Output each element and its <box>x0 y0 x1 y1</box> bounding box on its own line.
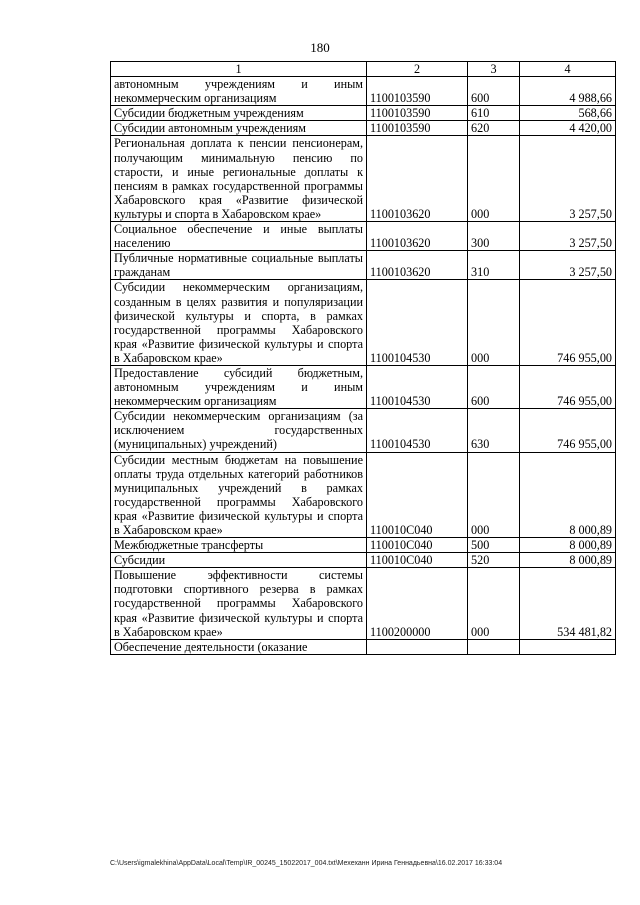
table-row <box>111 365 616 408</box>
row-name: Субсидии автономным учреждениям <box>111 121 367 136</box>
row-code: 1100103590 <box>367 77 468 106</box>
row-vr: 610 <box>468 106 520 121</box>
table-row <box>111 538 616 553</box>
table-row <box>111 77 616 106</box>
page-number: 180 <box>310 40 330 55</box>
row-amount: 8 000,89 <box>520 538 616 553</box>
column-header: 2 <box>367 62 468 77</box>
row-name: Предоставление субсидий бюджетным, автономным учреждениям и иным некоммерческим организациям <box>111 365 367 408</box>
row-code: 1100104530 <box>367 365 468 408</box>
row-code: 1100103620 <box>367 251 468 280</box>
row-name: Повышение эффективности системы подготовки спортивного резерва в рамках государственной программы Хабаровского края «Развитие физической культуры и спорта в Хабаровском крае» <box>111 568 367 639</box>
column-header: 1 <box>111 62 367 77</box>
row-amount: 3 257,50 <box>520 136 616 222</box>
row-name: Субсидии местным бюджетам на повышение оплаты труда отдельных категорий работников муниципальных учреждений в рамках государственной программы Хабаровского края «Развитие физической культуры и спорта в Хабаровском крае» <box>111 452 367 538</box>
row-amount: 4 420,00 <box>520 121 616 136</box>
row-name: Субсидии бюджетным учреждениям <box>111 106 367 121</box>
table-row <box>111 452 616 538</box>
table-row <box>111 639 616 654</box>
row-code: 110010С040 <box>367 538 468 553</box>
row-amount: 4 988,66 <box>520 77 616 106</box>
row-amount: 746 955,00 <box>520 365 616 408</box>
row-code: 1100103620 <box>367 136 468 222</box>
row-code: 1100200000 <box>367 568 468 639</box>
row-amount: 534 481,82 <box>520 568 616 639</box>
row-vr: 310 <box>468 251 520 280</box>
row-vr: 000 <box>468 136 520 222</box>
row-name: Социальное обеспечение и иные выплаты населению <box>111 222 367 251</box>
row-amount <box>520 639 616 654</box>
row-amount: 3 257,50 <box>520 222 616 251</box>
row-amount: 746 955,00 <box>520 409 616 452</box>
row-vr: 600 <box>468 77 520 106</box>
row-amount: 8 000,89 <box>520 452 616 538</box>
footer-file-path: C:\Users\igmalekhina\AppData\Local\Temp\IR_00245_15022017_004.txt\Мехеханн Ирина Геннадьевна\16.02.2017 16:33:04 <box>110 860 503 867</box>
row-amount: 8 000,89 <box>520 553 616 568</box>
row-name: Субсидии <box>111 553 367 568</box>
row-amount: 746 955,00 <box>520 280 616 366</box>
row-amount: 568,66 <box>520 106 616 121</box>
row-code <box>367 639 468 654</box>
table-row <box>111 121 616 136</box>
column-header: 3 <box>468 62 520 77</box>
table-row <box>111 222 616 251</box>
row-code: 110010С040 <box>367 553 468 568</box>
table-row <box>111 106 616 121</box>
table-row <box>111 553 616 568</box>
row-vr <box>468 639 520 654</box>
row-vr: 300 <box>468 222 520 251</box>
table-row <box>111 136 616 222</box>
table-row <box>111 251 616 280</box>
row-name: Обеспечение деятельности (оказание <box>111 639 367 654</box>
row-vr: 000 <box>468 280 520 366</box>
table-row <box>111 280 616 366</box>
row-code: 1100103590 <box>367 121 468 136</box>
table-header-row <box>111 62 616 77</box>
row-vr: 630 <box>468 409 520 452</box>
row-name: Субсидии некоммерческим организациям, созданным в целях развития и популяризации физической культуры и спорта, в рамках государственной программы Хабаровского края «Развитие физической культуры и спорта в Хабаровском крае» <box>111 280 367 366</box>
row-vr: 600 <box>468 365 520 408</box>
row-name: Региональная доплата к пенсии пенсионерам, получающим минимальную пенсию по старости, и иные региональные доплаты к пенсиям в рамках государственной программы Хабаровского края «Развитие физической культуры и спорта в Хабаровском крае» <box>111 136 367 222</box>
row-vr: 620 <box>468 121 520 136</box>
column-header: 4 <box>520 62 616 77</box>
row-vr: 520 <box>468 553 520 568</box>
row-name: автономным учреждениям и иным некоммерческим организациям <box>111 77 367 106</box>
row-name: Межбюджетные трансферты <box>111 538 367 553</box>
row-vr: 000 <box>468 568 520 639</box>
table-row <box>111 568 616 639</box>
row-code: 1100104530 <box>367 280 468 366</box>
row-vr: 000 <box>468 452 520 538</box>
row-code: 1100104530 <box>367 409 468 452</box>
table-row <box>111 409 616 452</box>
row-amount: 3 257,50 <box>520 251 616 280</box>
row-name: Субсидии некоммерческим организациям (за исключением государственных (муниципальных) учреждений) <box>111 409 367 452</box>
row-code: 1100103590 <box>367 106 468 121</box>
budget-table <box>110 61 616 655</box>
row-vr: 500 <box>468 538 520 553</box>
row-code: 110010С040 <box>367 452 468 538</box>
row-name: Публичные нормативные социальные выплаты гражданам <box>111 251 367 280</box>
row-code: 1100103620 <box>367 222 468 251</box>
